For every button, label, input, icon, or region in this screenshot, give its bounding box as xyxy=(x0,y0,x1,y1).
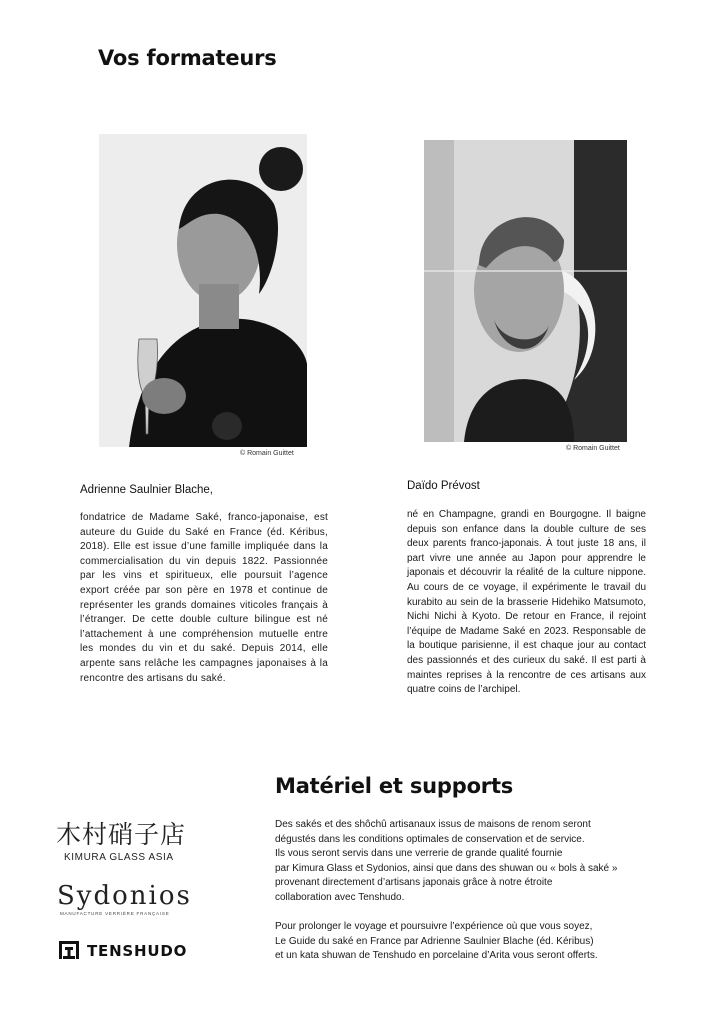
paragraph-line: provenant directement d’artisans japonais grâce à notre étroite xyxy=(275,877,553,889)
paragraph-line: par Kimura Glass et Sydonios, ainsi que dans des shuwan ou « bols à saké » xyxy=(275,862,618,874)
paragraph-line: collaboration avec Tenshudo. xyxy=(275,891,405,903)
section-title-formateurs: Vos formateurs xyxy=(98,46,277,70)
tenshudo-logo: TENSHUDO xyxy=(87,942,188,960)
paragraph-line: Le Guide du saké en France par Adrienne Saulnier Blache (éd. Kéribus) xyxy=(275,935,594,947)
sydonios-logo: Sydonios xyxy=(57,881,192,911)
trainer-name-daido: Daïdo Prévost xyxy=(407,480,480,492)
tenshudo-logo-icon xyxy=(58,940,80,960)
kimura-glass-logo-japanese: 木村硝子店 xyxy=(56,820,187,849)
materiel-paragraph-2 xyxy=(275,920,655,964)
section-title-materiel: Matériel et supports xyxy=(275,774,514,798)
trainer-photo-adrienne xyxy=(99,134,307,447)
sydonios-logo-subtitle: MANUFACTURE VERRIÈRE FRANÇAISE xyxy=(60,911,170,916)
trainer-photo-daido xyxy=(424,140,627,442)
materiel-paragraph-1 xyxy=(275,818,655,906)
paragraph-line: Des sakés et des shôchû artisanaux issus de maisons de renom seront xyxy=(275,819,591,830)
photo-credit-adrienne: © Romain Guittet xyxy=(240,450,294,457)
trainer-bio-adrienne: fondatrice de Madame Saké, franco-japonaise, est auteure du Guide du Saké en France (éd. Kéribus, 2018). Elle est issue d’une famille impliquée dans la commercialisation du vin depuis 1822. Passionnée par les vins et spiritueux, elle poursuit l’agence export créée par son père en 1978 et continue de représenter les grands domaines viticoles français à l’étranger. De cette double culture bilingue est né l’attachement à une compréhension mutuelle entre les mondes du vin et du saké. Depuis 2014, elle arpente sans relâche les campagnes japonaises à la rencontre des artisans du saké. xyxy=(80,512,328,684)
paragraph-line: et un kata shuwan de Tenshudo en porcelaine d’Arita vous seront offerts. xyxy=(275,950,598,962)
trainer-bio-daido: né en Champagne, grandi en Bourgogne. Il baigne depuis son enfance dans la double culture de ses deux parents franco-japonais. À tout juste 18 ans, il part vivre une année au Japon pour apprendre le japonais et découvrir la réalité de la culture nippone. Au cours de ce voyage, il expérimente le travail du kurabito au sein de la brasserie Hidehiko Matsumoto, Nichi Nichi à Kyoto. De retour en France, il rejoint l’équipe de Madame Saké en 2023. Responsable de la boutique parisienne, il est chaque jour au contact des passionnés et des curieux du saké. Il est parti à maintes reprises à la rencontre de ces artisans aux quatre coins de l’archipel. xyxy=(407,509,646,696)
paragraph-line: Pour prolonger le voyage et poursuivre l’expérience où que vous soyez, xyxy=(275,921,593,932)
photo-credit-daido: © Romain Guittet xyxy=(566,445,620,452)
kimura-glass-logo-english: KIMURA GLASS ASIA xyxy=(64,852,174,863)
paragraph-line: dégustés dans les conditions optimales de conservation et de service. xyxy=(275,833,585,845)
trainer-name-adrienne: Adrienne Saulnier Blache, xyxy=(80,484,213,496)
paragraph-line: Ils vous seront servis dans une verrerie de grande qualité fournie xyxy=(275,848,563,860)
